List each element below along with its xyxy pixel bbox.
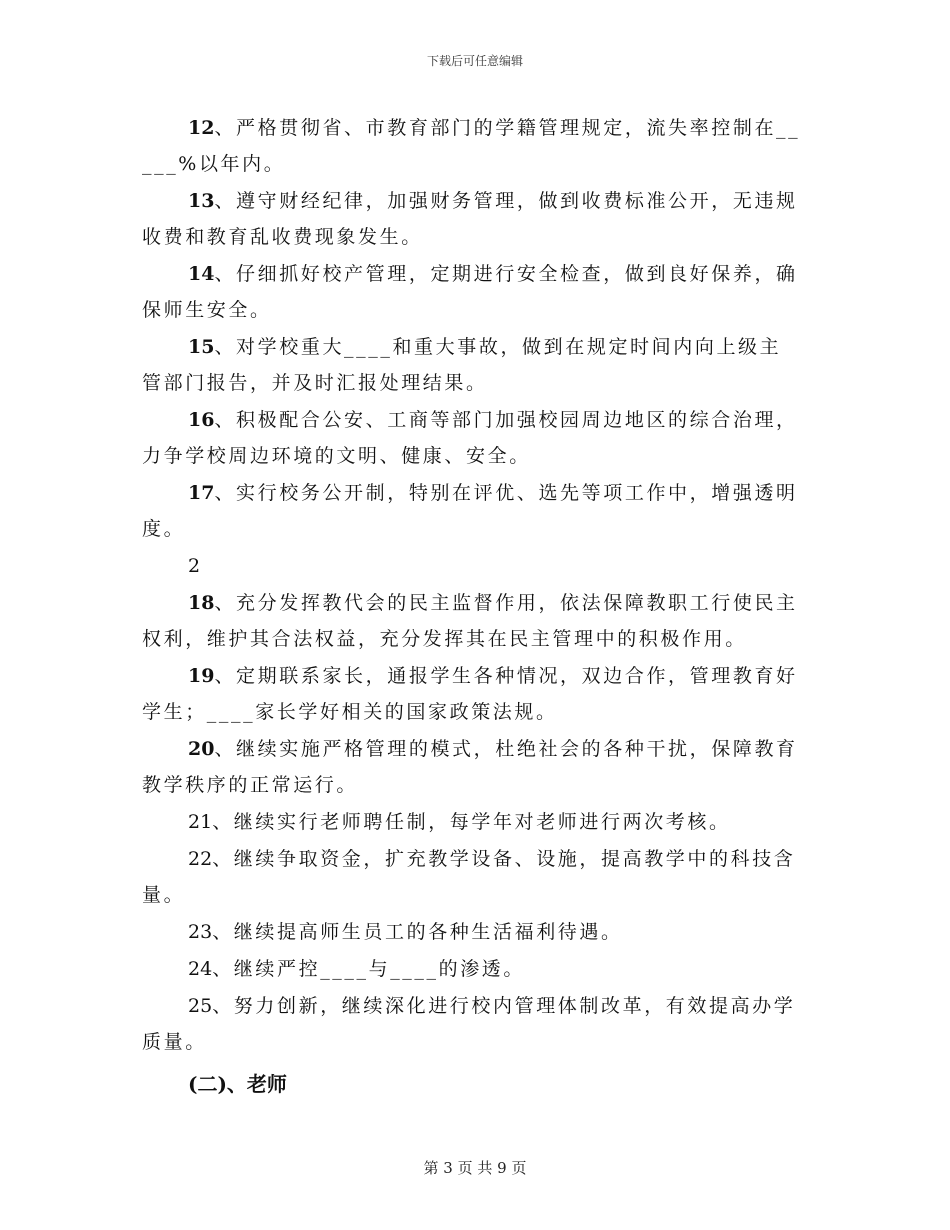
item-number: 23 — [188, 921, 213, 943]
item-number: 13 — [188, 190, 215, 212]
list-item — [142, 914, 802, 950]
list-item — [142, 110, 802, 182]
page-header: 下载后可任意编辑 — [426, 54, 523, 68]
item-text: 、继续实施严格管理的模式，杜绝社会的各种干扰，保障教育教学秩序的正常运行。 — [142, 738, 798, 796]
document-body — [142, 110, 802, 1104]
item-number: 22 — [188, 848, 213, 870]
list-item — [142, 475, 802, 547]
item-text: 、继续提高师生员工的各种生活福利待遇。 — [212, 921, 623, 943]
list-item — [142, 658, 802, 730]
list-item — [142, 329, 802, 401]
item-text: 、严格贯彻省、市教育部门的学籍管理规定，流失率控制在_____%以年内。 — [142, 117, 801, 175]
item-text: 、实行校务公开制，特别在评优、选先等项工作中，增强透明度。 — [142, 482, 798, 540]
item-number: 18 — [188, 592, 215, 614]
item-number: 12 — [188, 117, 215, 139]
list-item — [142, 951, 802, 987]
list-item — [142, 988, 802, 1060]
item-number: 21 — [188, 811, 213, 833]
list-item — [142, 402, 802, 474]
item-number: 20 — [188, 738, 215, 760]
item-text: 、继续实行老师聘任制，每学年对老师进行两次考核。 — [212, 811, 731, 833]
item-number: 19 — [188, 665, 215, 687]
item-number: 16 — [188, 409, 215, 431]
item-number: 24 — [188, 958, 213, 980]
item-number: 25 — [188, 995, 213, 1017]
list-item — [142, 841, 802, 913]
item-number: 17 — [188, 482, 215, 504]
item-text: 、定期联系家长，通报学生各种情况，双边合作，管理教育好学生；____家长学好相关的国家政策法规。 — [142, 665, 798, 723]
list-item — [142, 183, 802, 255]
item-text: 、充分发挥教代会的民主监督作用，依法保障教职工行使民主权利，维护其合法权益，充分发挥其在民主管理中的积极作用。 — [142, 592, 798, 650]
item-text: 、继续争取资金，扩充教学设备、设施，提高教学中的科技含量。 — [142, 848, 796, 906]
list-item — [142, 731, 802, 803]
list-item — [142, 585, 802, 657]
section-heading: (二)、老师 — [188, 1072, 287, 1096]
list-item — [142, 256, 802, 328]
item-text: 、努力创新，继续深化进行校内管理体制改革，有效提高办学质量。 — [142, 995, 796, 1053]
item-number: 15 — [188, 336, 215, 358]
item-text: 、对学校重大____和重大事故，做到在规定时间内向上级主管部门报告，并及时汇报处理结果。 — [142, 336, 782, 394]
item-text: 、继续严控____与____的渗透。 — [212, 958, 525, 980]
item-number: 14 — [188, 263, 215, 285]
item-text: 、仔细抓好校产管理，定期进行安全检查，做到良好保养，确保师生安全。 — [142, 263, 798, 321]
item-text: 、遵守财经纪律，加强财务管理，做到收费标准公开，无违规收费和教育乱收费现象发生。 — [142, 190, 798, 248]
list-item — [142, 804, 802, 840]
item-text: 、积极配合公安、工商等部门加强校园周边地区的综合治理，力争学校周边环境的文明、健康、安全。 — [142, 409, 798, 467]
page-footer: 第 3 页 共 9 页 — [423, 1159, 527, 1177]
stray-number: 2 — [188, 555, 201, 577]
